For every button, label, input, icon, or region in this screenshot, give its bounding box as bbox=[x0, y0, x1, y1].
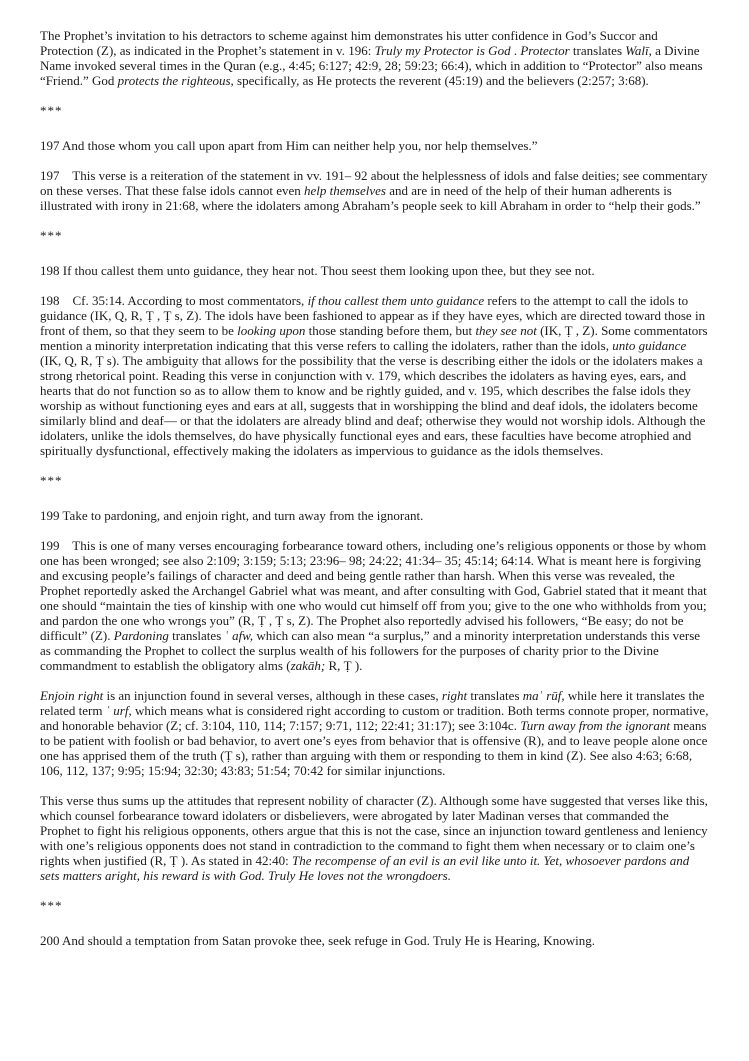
text-segment: maʿ rūf, bbox=[522, 688, 565, 703]
text-segment: 200 And should a temptation from Satan provoke thee, seek refuge in God. Truly He is Hearing, Knowing. bbox=[40, 933, 595, 948]
commentary-199-paragraph-2 bbox=[40, 688, 710, 778]
section-separator-2: *** bbox=[40, 228, 63, 243]
text-segment: 197 And those whom you call upon apart from Him can neither help you, nor help themselves.” bbox=[40, 138, 538, 153]
text-segment: 198 If thou callest them unto guidance, they hear not. Thou seest them looking upon thee, but they see not. bbox=[40, 263, 595, 278]
text-segment: if thou callest them unto guidance bbox=[307, 293, 485, 308]
text-segment: Pardoning bbox=[113, 628, 169, 643]
text-segment: The recompense of an evil is an evil like unto it. Yet, whosoever pardons and sets matters aright, his reward is with God. Truly He loves not the wrongdoers. bbox=[40, 853, 693, 883]
text-segment: . bbox=[510, 43, 521, 58]
text-segment: 199 This is one of many verses encouraging forbearance toward others, including one’s religious opponents or those by whom one has been wronged; see also 2:109; 3:159; 5:13; 23:96– 98; 24:22; 41:34– 35; 45:14; 64:14. What is meant here is forgiving and excusing people’s failings of character and deed and being gentle rather than harsh. When this verse was revealed, the Prophet reportedly asked the Archangel Gabriel what was meant, and after consulting with God, Gabriel stated that it meant that one should “maintain the ties of kinship with one who would cut himself off from you; give to the one who withholds from you; and pardon the one who wrongs you” (R, Ṭ , Ṭ s, Z). The Prophet also reportedly advised his followers, “Be easy; do not be difficult” (Z). bbox=[40, 538, 711, 643]
text-segment: protects the righteous, bbox=[117, 73, 234, 88]
commentary-197-paragraph bbox=[40, 168, 710, 213]
text-segment: is an injunction found in several verses, although in these cases, bbox=[103, 688, 442, 703]
text-segment: they see not bbox=[475, 323, 537, 338]
text-segment: those standing before them, but bbox=[305, 323, 476, 338]
text-segment: looking upon bbox=[237, 323, 306, 338]
text-segment: translates bbox=[467, 688, 523, 703]
text-segment: Walī, bbox=[625, 43, 652, 58]
text-segment: help themselves bbox=[304, 183, 386, 198]
verse-197-text bbox=[40, 138, 710, 153]
text-segment: (IK, Q, R, Ṭ s). The ambiguity that allows for the possibility that the verse is describing either the idols or the idolaters makes a strong rhetorical point. Reading this verse in conjunction with v. 179, which describes the idolaters as having eyes, ears, and hearts that do not function so as to allow them to know and be rightly guided, and v. 195, which describes the false idols they worship as without functioning eyes and ears at all, suggests that in worshipping the blind and deaf idols, the idolaters become similarly blind and deaf— or that the idolaters are already blind and deaf; otherwise they would not worship idols. Although the idolaters, unlike the idols themselves, do have physically functional eyes and ears, these faculties have become atrophied and spiritually dysfunctional, effectively making the idolaters as impervious to guidance as the idols themselves. bbox=[40, 338, 709, 458]
text-segment: and are in need of the help of their human adherents is illustrated with irony in 21:68, where the idolaters among Abraham’s people seek to kill Abraham in order to “help their gods.” bbox=[40, 183, 701, 213]
commentary-198-paragraph bbox=[40, 293, 710, 458]
text-segment: Enjoin right bbox=[40, 688, 104, 703]
text-segment: 199 Take to pardoning, and enjoin right, and turn away from the ignorant. bbox=[40, 508, 424, 523]
text-segment: while here it translates the related term bbox=[40, 688, 708, 718]
verse-200-text bbox=[40, 933, 710, 948]
text-segment: The Prophet’s invitation to his detractors to scheme against him demonstrates his utter confidence in God’s Succor and Protection (Z), as indicated in the Prophet’s statement in v. 196: bbox=[40, 28, 661, 58]
text-segment: unto guidance bbox=[612, 338, 687, 353]
text-segment: means to be patient with foolish or bad behavior, to avert one’s eyes from behavior that is offensive (R), and to leave people alone once one has apprised them of the truth (Ṭ s), rather than arguing with them or responding to them in kind (Z). See also 4:63; 6:68, 106, 112, 137; 9:95; 15:94; 32:30; 43:83; 51:54; 70:42 for similar injunctions. bbox=[40, 718, 711, 778]
text-segment: right bbox=[441, 688, 468, 703]
verse-199-text bbox=[40, 508, 710, 523]
text-segment: Protector bbox=[520, 43, 570, 58]
text-segment: which means what is considered right according to custom or tradition. Both terms connote proper, normative, and honorable behavior (Z; cf. 3:104, 110, 114; 7:157; 9:71, 112; 22:41; 31:17); see 3:104c. bbox=[40, 703, 712, 733]
text-segment: R, Ṭ ). bbox=[325, 658, 363, 673]
text-segment: 197 This verse is a reiteration of the statement in vv. 191– 92 about the helplessness of idols and false deities; see commentary on these verses. That these false idols cannot even bbox=[40, 168, 711, 198]
verse-198-text bbox=[40, 263, 710, 278]
text-segment: specifically, as He protects the reverent (45:19) and the believers (2:257; 3:68). bbox=[233, 73, 649, 88]
section-separator-4: *** bbox=[40, 898, 63, 913]
text-segment: translates bbox=[168, 628, 225, 643]
intro-commentary-paragraph bbox=[40, 28, 710, 88]
text-segment: a Divine Name invoked several times in the Quran (e.g., 4:45; 6:127; 42:9, 28; 59:23; 66:4), which in addition to “Protector” also means “Friend.” God bbox=[40, 43, 706, 88]
section-separator-3: *** bbox=[40, 473, 63, 488]
text-segment: ʿ afw, bbox=[224, 628, 254, 643]
commentary-199-paragraph-1 bbox=[40, 538, 710, 673]
text-segment: 198 Cf. 35:14. According to most commentators, bbox=[40, 293, 308, 308]
text-segment: refers to the attempt to call the idols to guidance (IK, Q, R, Ṭ , Ṭ s, Z). The idols have been fashioned to appear as if they have eyes, which are directed toward those in front of them, so that they seem to be bbox=[40, 293, 709, 338]
text-segment: Truly my Protector is God bbox=[374, 43, 511, 58]
commentary-199-paragraph-3 bbox=[40, 793, 710, 883]
section-separator-1: *** bbox=[40, 103, 63, 118]
text-segment: translates bbox=[569, 43, 626, 58]
text-segment: zakāh; bbox=[290, 658, 326, 673]
text-segment: (IK, Ṭ , Z). Some commentators mention a minority interpretation indicating that this verse refers to calling the idolaters, rather than the idols, bbox=[40, 323, 711, 353]
text-segment: Turn away from the ignorant bbox=[520, 718, 670, 733]
text-segment: This verse thus sums up the attitudes that represent nobility of character (Z). Although some have suggested that verses like this, which counsel forbearance toward idolaters or disbelievers, were abrogated by later Madinan verses that commanded the Prophet to fight his religious opponents, others argue that this is not the case, since an injunction toward gentleness and leniency with one’s religious opponents does not stand in contradiction to the command to fight them when necessary or to claim one’s rights when justified (R, Ṭ ). As stated in 42:40: bbox=[40, 793, 712, 868]
text-segment: which can also mean “a surplus,” and a minority interpretation understands this verse as commanding the Prophet to collect the surplus wealth of his followers for the purposes of charity prior to the Divine commandment to establish the obligatory alms ( bbox=[40, 628, 704, 673]
text-segment: ʿ urf, bbox=[105, 703, 132, 718]
